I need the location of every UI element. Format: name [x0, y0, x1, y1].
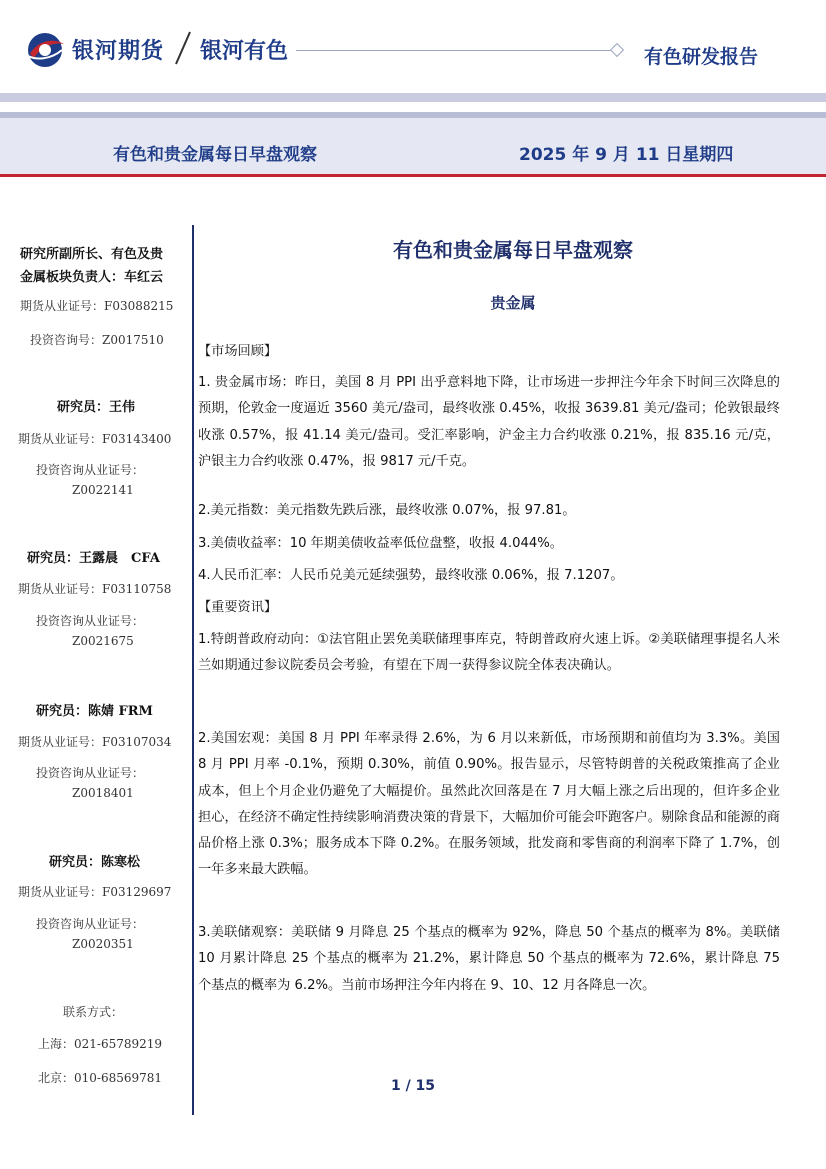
paragraph: 3.美联储观察：美联储 9 月降息 25 个基点的概率为 92%，降息 50 个基点的概率为 8%。美联储 10 月累计降息 25 个基点的概率为 21.2%，累计降息 50 个基点的概率为 72.6%，累计降息 75 个基点的概率为 6.2%。当前市场押注今年内将在 9、10、12 月各降息一次。 — [198, 925, 780, 993]
report-header — [0, 0, 826, 180]
paragraph: 3.美债收益率：10 年期美债收益率低位盘整，收报 4.044%。 — [198, 536, 563, 551]
galaxy-logo-icon — [24, 30, 66, 70]
band-title: 有色和贵金属每日早盘观察 — [113, 145, 317, 165]
analyst-consult-label: 投资咨询从业证号： — [36, 463, 145, 477]
analyst-consult-no: Z0020351 — [72, 937, 134, 951]
lead-role: 金属板块负责人：车红云 — [20, 270, 164, 285]
lead-license: 期货从业证号：F03088215 — [20, 299, 174, 313]
section-heading: 【重要资讯】 — [198, 600, 278, 615]
analyst-consult-no: Z0022141 — [72, 483, 134, 497]
document-title: 有色和贵金属每日早盘观察 — [393, 238, 633, 262]
diamond-icon — [610, 43, 624, 57]
analyst-license: 期货从业证号：F03107034 — [18, 735, 172, 749]
analyst-consult-no: Z0018401 — [72, 786, 134, 800]
contact-shanghai: 上海：021-65789219 — [38, 1037, 163, 1051]
analyst-consult-no: Z0021675 — [72, 634, 134, 648]
brand-subname: 银河有色 — [200, 39, 289, 64]
section-heading: 【市场回顾】 — [198, 344, 278, 359]
analyst-name: 研究员：王伟 — [57, 400, 136, 415]
analyst-license: 期货从业证号：F03143400 — [18, 432, 172, 446]
report-type: 有色研发报告 — [644, 46, 759, 68]
paragraph: 1. 贵金属市场：昨日，美国 8 月 PPI 出乎意料地下降，让市场进一步押注今年余下时间三次降息的预期，伦敦金一度逼近 3560 美元/盎司，最终收涨 0.45%，收报 3639.81 美元/盎司；伦敦银最终收涨 0.57%，报 41.14 美元/盎司。受汇率影响，沪金主力合约收涨 0.21%，报 835.16 元/克，沪银主力合约收涨 0.47%，报 9817 元/千克。 — [198, 375, 780, 469]
analyst-name: 研究员：陈婧 FRM — [36, 704, 153, 719]
page-number: 1 / 15 — [390, 1078, 436, 1094]
analyst-name: 研究员：陈寒松 — [49, 855, 141, 870]
paragraph: 1.特朗普政府动向：①法官阻止罢免美联储理事库克，特朗普政府火速上诉。②美联储理事提名人米兰如期通过参议院委员会考验，有望在下周一获得参议院全体表决确认。 — [198, 632, 780, 674]
paragraph: 4.人民币汇率：人民币兑美元延续强势，最终收涨 0.06%，报 7.1207。 — [198, 568, 624, 583]
paragraph: 2.美元指数：美元指数先跌后涨，最终收涨 0.07%，报 97.81。 — [198, 503, 576, 518]
header-stripe — [0, 93, 826, 102]
paragraph: 2.美国宏观：美国 8 月 PPI 年率录得 2.6%，为 6 月以来新低，市场预期和前值均为 3.3%。美国 8 月 PPI 月率 -0.1%，预期 0.30%，前值 0.90%。报告显示，尽管特朗普的关税政策推高了企业成本，但上个月企业仍避免了大幅提价。虽然此次回落是在 7 月大幅上涨之后出现的，但许多企业担心，在经济不确定性持续影响消费决策的背景下，大幅加价可能会吓跑客户。剔除食品和能源的商品价格上涨 0.3%；服务成本下降 0.2%。在服务领域，批发商和零售商的利润率下降了 1.7%，创一年多来最大跌幅。 — [198, 731, 780, 878]
header-red-rule — [0, 174, 826, 177]
contact-beijing: 北京：010-68569781 — [38, 1071, 163, 1085]
analyst-consult-label: 投资咨询从业证号： — [36, 917, 145, 931]
analyst-name: 研究员：王露晨 CFA — [27, 551, 160, 566]
sidebar-divider — [192, 225, 194, 1115]
brand-name: 银河期货 — [72, 39, 165, 64]
report-date: 2025 年 9 月 11 日星期四 — [519, 145, 734, 165]
contact-label: 联系方式： — [63, 1005, 124, 1019]
analyst-consult-label: 投资咨询从业证号： — [36, 766, 145, 780]
lead-role: 研究所副所长、有色及贵 — [20, 247, 164, 262]
section-title: 贵金属 — [490, 294, 536, 312]
analyst-license: 期货从业证号：F03129697 — [18, 885, 172, 899]
header-divider — [296, 50, 614, 51]
analyst-license: 期货从业证号：F03110758 — [18, 582, 172, 596]
analyst-consult-label: 投资咨询从业证号： — [36, 614, 145, 628]
brand-separator — [172, 30, 194, 66]
lead-consult: 投资咨询号：Z0017510 — [30, 333, 164, 347]
